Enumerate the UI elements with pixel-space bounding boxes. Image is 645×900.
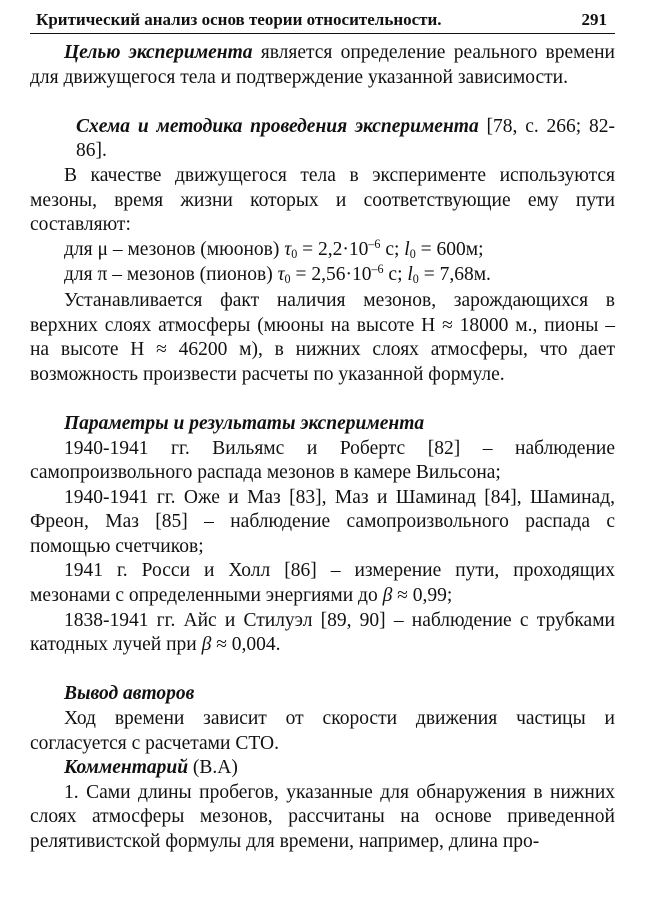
method-reference: [78, с. 266; 82-86].	[76, 115, 616, 162]
tau-value: = 2,56·10	[290, 264, 372, 286]
method-fact: Устанавливается факт наличия мезонов, зарождающихся в верхних слоях атмосферы (мюоны на высоте H ≈ 18000 м., пионы – на высоте H ≈ 46200 м), в нижних слоях атмосферы, что дает возможность произвести расчеты по указанной формуле.	[30, 289, 615, 385]
item4-value: ≈ 0,004.	[211, 634, 281, 656]
tau-exponent: –6	[368, 236, 381, 251]
tau-symbol: τ	[277, 264, 285, 286]
tau-subscript: 0	[291, 246, 298, 261]
params-item-1: 1940-1941 гг. Вильямс и Робертс [82] – наблюдение самопроизвольного распада мезонов в камере Вильсона;	[30, 437, 615, 484]
l-subscript: 0	[412, 272, 419, 287]
params-heading	[30, 412, 615, 437]
tau-value: = 2,2·10	[297, 238, 369, 260]
tau-subscript: 0	[284, 272, 291, 287]
method-heading-paragraph	[30, 115, 615, 164]
blank-line	[30, 90, 615, 115]
formula-pi	[30, 263, 615, 289]
comment-heading-text: Комментарий	[64, 757, 189, 779]
running-header	[30, 8, 615, 34]
l-symbol: l	[404, 238, 410, 260]
params-item-3	[30, 559, 615, 608]
formula-mu	[30, 238, 615, 264]
purpose-paragraph	[30, 41, 615, 90]
page-body	[30, 41, 615, 855]
pi-prefix: для π – мезонов (пионов)	[64, 264, 278, 286]
header-title: Критический анализ основ теории относительности.	[36, 10, 442, 29]
tau-unit: с;	[383, 264, 408, 286]
mu-prefix: для μ – мезонов (мюонов)	[64, 238, 285, 260]
comment-text: 1. Сами длины пробегов, указанные для обнаружения в нижних слоях атмосферы мезонов, рассчитаны на основе приведенной релятивистской формулы для времени, например, длина про-	[30, 781, 615, 852]
params-item-4	[30, 609, 615, 658]
beta-symbol: β	[201, 634, 212, 656]
method-heading: Схема и методика проведения эксперимента	[76, 115, 479, 137]
l-subscript: 0	[409, 246, 416, 261]
tau-symbol: τ	[284, 238, 292, 260]
conclusion-heading	[30, 682, 615, 707]
conclusion-heading-text: Вывод авторов	[64, 683, 195, 705]
blank-line	[30, 387, 615, 412]
purpose-heading: Целью эксперимента	[64, 42, 253, 63]
conclusion-text: Ход времени зависит от скорости движения частицы и согласуется с расчетами СТО.	[30, 708, 615, 754]
comment-author: (В.А)	[188, 757, 238, 779]
params-heading-text: Параметры и результаты эксперимента	[64, 412, 425, 434]
page-number: 291	[581, 10, 607, 29]
method-intro: В качестве движущегося тела в эксперименте используются мезоны, время жизни которых и соответствующие ему пути составляют:	[30, 164, 615, 236]
purpose-text: является определение реального времени для движущегося тела и подтверждение указанной зависимости.	[30, 42, 615, 88]
item3-text: 1941 г. Росси и Холл [86] – измерение пути, проходящих мезонами с определенными энергиями до	[30, 560, 615, 607]
tau-exponent: –6	[371, 262, 384, 277]
beta-symbol: β	[382, 585, 393, 607]
comment-heading	[30, 756, 615, 781]
l-value: = 600м;	[415, 238, 484, 260]
params-item-2: 1940-1941 гг. Оже и Маз [83], Маз и Шаминад [84], Шаминад, Фреон, Маз [85] – наблюдение самопроизвольного распада с помощью счетчиков;	[30, 486, 615, 557]
blank-line	[30, 658, 615, 683]
item3-value: ≈ 0,99;	[392, 585, 453, 607]
l-symbol: l	[407, 264, 413, 286]
tau-unit: с;	[380, 238, 405, 260]
item4-text: 1838-1941 гг. Айс и Стилуэл [89, 90] – наблюдение с трубками катодных лучей при	[30, 609, 615, 656]
l-value: = 7,68м.	[418, 264, 491, 286]
